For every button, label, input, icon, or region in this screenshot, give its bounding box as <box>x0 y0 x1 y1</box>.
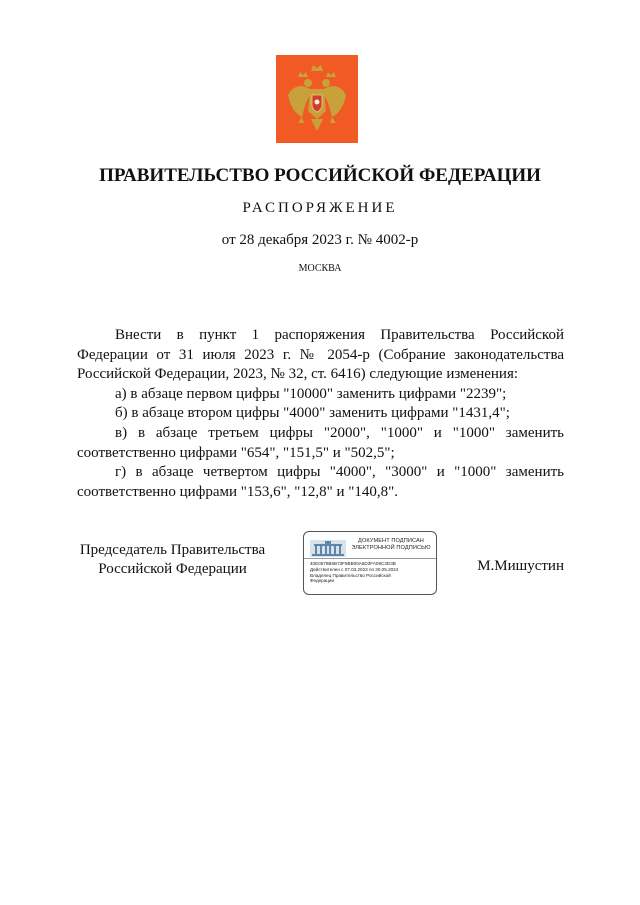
document-type: РАСПОРЯЖЕНИЕ <box>242 200 398 216</box>
stamp-owner: Владелец Правительство Российской Федерации <box>310 572 391 584</box>
body-paragraph-b: б) в абзаце втором цифры "4000" заменить цифрами "1431,4"; <box>115 405 510 422</box>
body-paragraph-a: а) в абзаце первом цифры "10000" заменить цифрами "2239"; <box>115 385 507 402</box>
electronic-signature-stamp <box>303 531 437 595</box>
organization-title: ПРАВИТЕЛЬСТВО РОССИЙСКОЙ ФЕДЕРАЦИИ <box>99 165 541 186</box>
document-city: МОСКВА <box>298 263 342 274</box>
stamp-divider <box>304 558 436 559</box>
stamp-header: ДОКУМЕНТ ПОДПИСАН ЭЛЕКТРОННОЙ ПОДПИСЬЮ <box>351 538 431 551</box>
stamp-details <box>310 561 434 584</box>
signer-title: Председатель Правительства Российской Федерации <box>79 542 266 577</box>
body-paragraph-d: г) в абзаце четвертом цифры "4000", "3000" и "1000" заменить соответственно цифрами "153,6", "12,8" и "140,8". <box>77 464 564 500</box>
government-building-icon <box>310 540 346 557</box>
signer-name: М.Мишустин <box>477 558 564 574</box>
stamp-validity: Действителен с 07.03.2023 по 30.05.2024 <box>310 566 399 572</box>
stamp-certificate: 40E0578B6B73F8BB00A6D3FA09C3D3B <box>310 561 396 566</box>
document-date-number: от 28 декабря 2023 г. № 4002-р <box>221 232 419 248</box>
coat-of-arms-emblem <box>276 55 358 143</box>
document-body <box>77 326 564 502</box>
coat-of-arms-icon <box>284 61 350 137</box>
body-paragraph-c: в) в абзаце третьем цифры "2000", "1000" и "1000" заменить соответственно цифрами "654", "151,5" и "502,5"; <box>77 424 564 461</box>
body-paragraph-intro: Внести в пункт 1 распоряжения Правительства Российской Федерации от 31 июля 2023 г. № 2054-р (Собрание законодательства Российской Федерации, 2023, № 32, ст. 6416) следующие изменения: <box>77 327 564 383</box>
